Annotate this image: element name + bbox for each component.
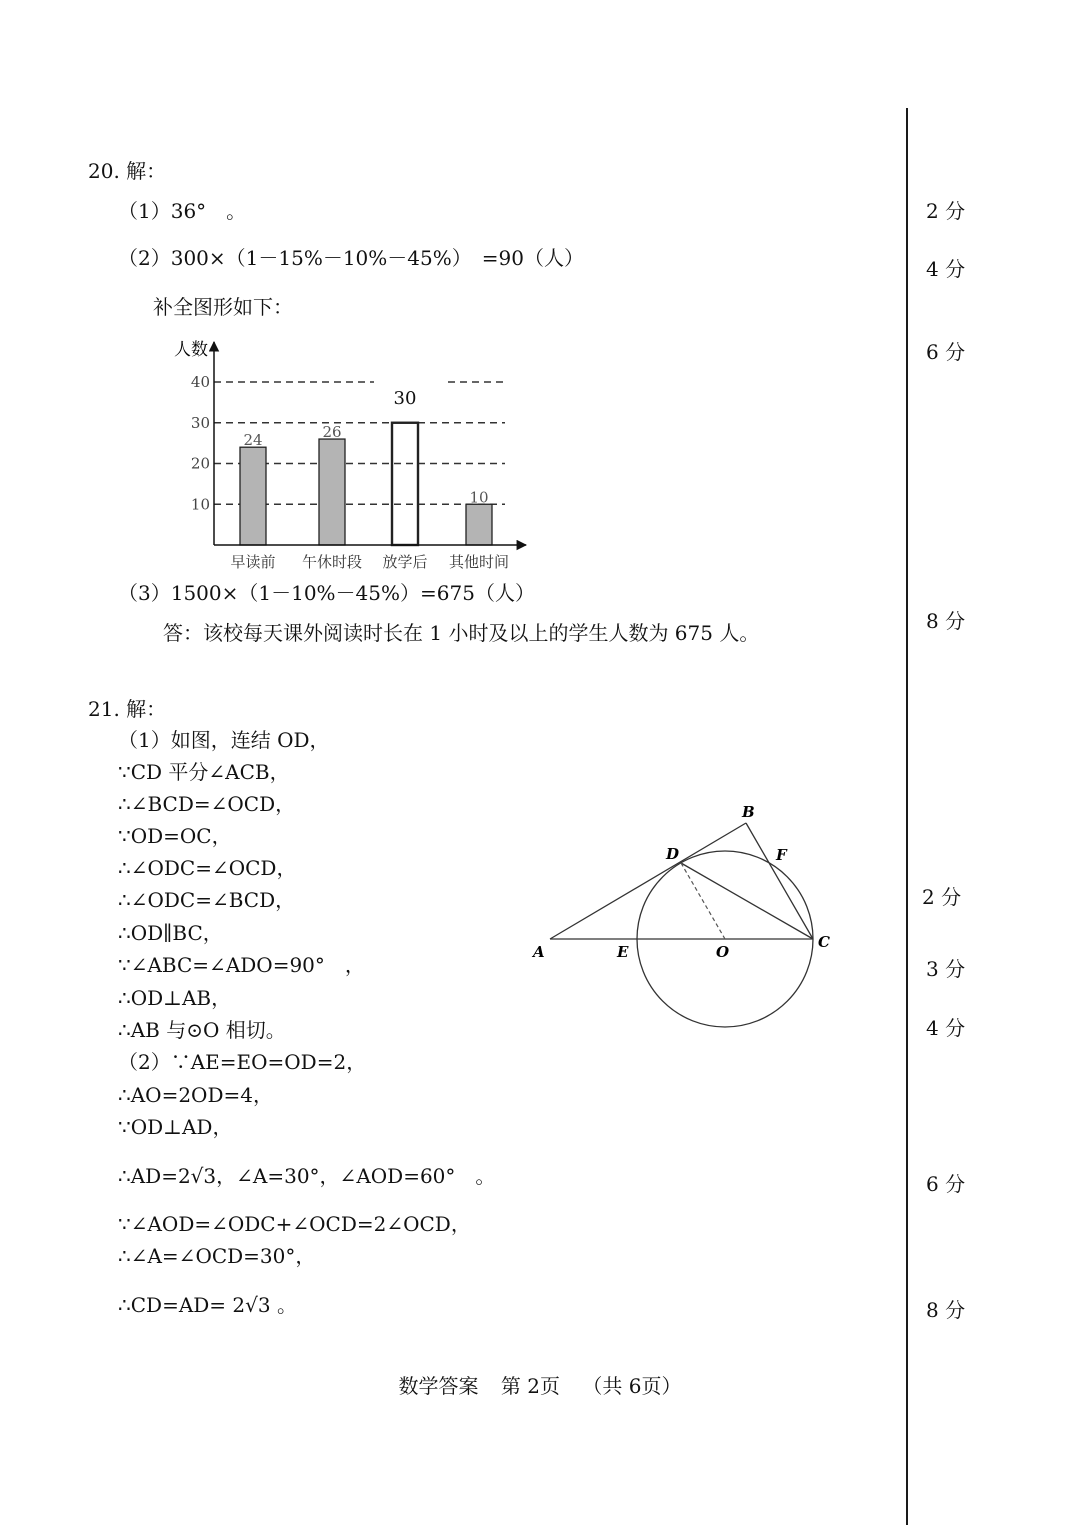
x-category-label: 放学后 [382,553,428,571]
bar [240,447,266,545]
y-tick-label: 30 [190,413,210,432]
q21-line: ∴OD⊥AB， [118,986,232,1010]
q21-line: ∴AD=2√3，∠A=30°，∠AOD=60° 。 [118,1164,496,1188]
q21-line: ∵CD 平分∠ACB， [118,760,290,784]
label-b: B [742,803,755,821]
y-axis-label: 人数 [174,340,208,360]
data-label: 26 [322,423,342,442]
y-tick-label: 40 [190,373,210,391]
score-label: 2 分 [922,885,962,909]
q21-heading: 21. 解： [88,697,167,721]
q21-line: ∴∠BCD=∠OCD， [118,792,296,816]
q21-line: ∴CD=AD= 2√3 。 [118,1293,297,1317]
score-label: 2 分 [926,199,966,223]
label-o: O [716,943,730,961]
bar [319,439,345,545]
q21-line: ∴AO=2OD=4， [118,1083,273,1107]
footer-title: 数学答案 [398,1374,479,1398]
x-category-label: 午休时段 [301,553,363,571]
q21-line: ∴AB 与⊙O 相切。 [118,1018,286,1042]
q20-heading: 20. 解： [88,159,167,183]
data-label: 10 [469,488,489,507]
y-tick-label: 10 [190,495,210,514]
x-category-label: 早读前 [230,553,276,571]
score-label: 8 分 [926,609,966,633]
segment-od [681,863,725,939]
q21-line: ∴∠ODC=∠OCD， [118,856,297,880]
segment-ab [550,823,746,939]
margin-divider [906,108,908,1525]
data-label: 30 [393,387,417,409]
label-c: C [818,933,830,951]
geometry-figure [520,795,850,1035]
score-label: 4 分 [926,257,966,281]
q21-line: ∵OD=OC， [118,824,232,848]
data-label: 24 [243,431,263,450]
page-footer [0,1370,1080,1399]
label-d: D [666,845,680,863]
segment-dc [681,863,813,939]
segment-bc [746,823,813,939]
score-label: 8 分 [926,1298,966,1322]
label-a: A [533,943,545,961]
q21-line: （2）∵AE=EO=OD=2， [118,1050,367,1074]
q20-part1: （1）36° 。 [118,199,247,223]
q21-line: ∴OD∥BC， [118,921,223,945]
q21-line: （1）如图，连结 OD， [118,728,330,752]
q21-line: ∴∠A=∠OCD=30°， [118,1244,316,1268]
y-tick-label: 20 [190,454,210,473]
q21-line: ∵∠ABC=∠ADO=90° ， [118,953,365,977]
score-label: 6 分 [926,340,966,364]
q20-note: 补全图形如下： [153,295,293,319]
footer-total: （共 6页） [582,1374,682,1398]
q20-answer: 答：该校每天课外阅读时长在 1 小时及以上的学生人数为 675 人。 [163,621,760,645]
x-category-label: 其他时间 [448,553,510,571]
bar-chart [160,330,540,580]
bar [466,504,492,545]
q21-line: ∴∠ODC=∠BCD， [118,888,296,912]
q20-part3: （3）1500×（1－10%－45%）=675（人） [118,581,535,605]
label-f: F [776,846,787,864]
footer-page: 第 2页 [500,1374,560,1398]
score-label: 3 分 [926,957,966,981]
q20-part2: （2）300×（1－15%－10%－45%） =90（人） [118,246,584,270]
label-e: E [617,943,629,961]
score-label: 6 分 [926,1172,966,1196]
q21-line: ∵OD⊥AD， [118,1115,233,1139]
q21-line: ∵∠AOD=∠ODC+∠OCD=2∠OCD， [118,1212,471,1236]
bar [392,423,418,545]
score-label: 4 分 [926,1016,966,1040]
